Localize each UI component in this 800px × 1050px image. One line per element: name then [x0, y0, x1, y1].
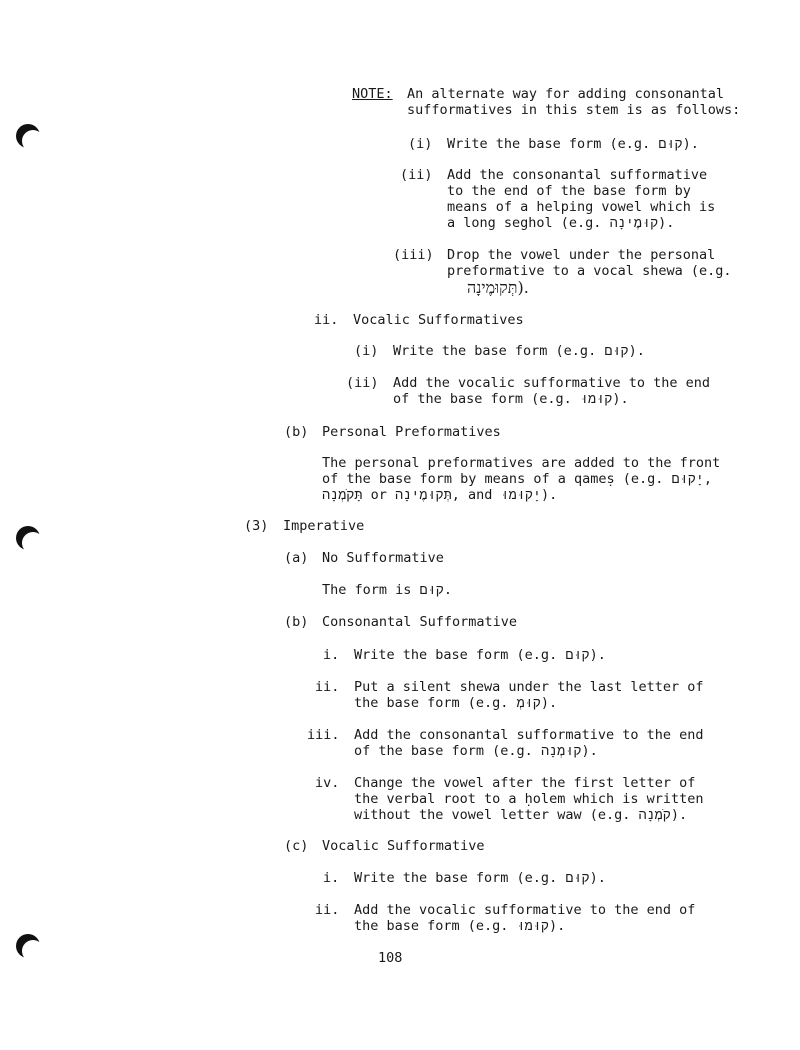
step-text: Add the vocalic sufformative to the end — [393, 375, 710, 391]
subsection-heading: Consonantal Sufformative — [322, 614, 518, 630]
binder-hole-top — [16, 124, 40, 148]
paragraph-line: of the base form by means of a qameṣ (e.g. יָקוּם, — [322, 471, 713, 487]
subsection-heading: No Sufformative — [322, 550, 444, 566]
note-text-line: sufformatives in this stem is as follows: — [407, 102, 741, 118]
step-number: iv. — [315, 775, 340, 791]
note-step-text: Add the consonantal sufformative — [447, 167, 708, 183]
step-text: the base form (e.g. קוּמְ). — [354, 695, 558, 711]
subsection-number: (c) — [284, 838, 309, 854]
note-text-line: An alternate way for adding consonantal — [407, 86, 724, 102]
paragraph-line: The form is קוּם. — [322, 582, 452, 598]
subsection-number: (b) — [284, 614, 309, 630]
step-text: the base form (e.g. קוּמוּ). — [354, 918, 566, 934]
binder-hole-middle — [16, 526, 40, 550]
subsection-heading: Vocalic Sufformative — [322, 838, 485, 854]
note-step-number: (iii) — [393, 247, 434, 263]
note-step-text: Write the base form (e.g. קוּם). — [447, 136, 699, 152]
step-text: Change the vowel after the first letter of — [354, 775, 696, 791]
paragraph-line: תָּקֹמְנָה or תְּקוּמֶינָה, and יָקוּמוּ). — [322, 487, 558, 503]
note-step-text: to the end of the base form by — [447, 183, 691, 199]
step-text: Put a silent shewa under the last letter of — [354, 679, 704, 695]
note-step-text: preformative to a vocal shewa (e.g. — [447, 263, 732, 279]
binder-hole-bottom — [16, 934, 40, 958]
step-text: Add the vocalic sufformative to the end of — [354, 902, 696, 918]
step-text: Write the base form (e.g. קוּם). — [354, 870, 606, 886]
note-step-number: (ii) — [400, 167, 433, 183]
note-step-text: means of a helping vowel which is — [447, 199, 716, 215]
step-number: iii. — [307, 727, 340, 743]
note-label: NOTE: — [352, 86, 393, 102]
step-text: of the base form (e.g. קוּמוּ). — [393, 391, 629, 407]
step-number: (i) — [354, 343, 379, 359]
hebrew-example: תְּקוּמֶינָה). — [467, 278, 529, 297]
step-text: without the vowel letter waw (e.g. קֹמְנָה). — [354, 807, 688, 823]
section-heading: Vocalic Sufformatives — [353, 312, 524, 328]
step-number: ii. — [315, 902, 340, 918]
section-number: ii. — [314, 312, 339, 328]
paragraph-line: The personal preformatives are added to the front — [322, 455, 721, 471]
step-number: ii. — [315, 679, 340, 695]
step-text: Write the base form (e.g. קוּם). — [354, 647, 606, 663]
step-text: Write the base form (e.g. קוּם). — [393, 343, 645, 359]
section-heading: Personal Preformatives — [322, 424, 501, 440]
page-number: 108 — [378, 950, 403, 966]
note-step-text: Drop the vowel under the personal — [447, 247, 716, 263]
section-heading: Imperative — [283, 518, 365, 534]
step-number: i. — [323, 647, 340, 663]
section-number: (b) — [284, 424, 309, 440]
section-number: (3) — [244, 518, 269, 534]
step-number: i. — [323, 870, 340, 886]
step-number: (ii) — [346, 375, 379, 391]
step-text: Add the consonantal sufformative to the end — [354, 727, 704, 743]
note-step-text: a long seghol (e.g. קוּמֶינָה). — [447, 215, 675, 231]
step-text: the verbal root to a ḥolem which is written — [354, 791, 704, 807]
subsection-number: (a) — [284, 550, 309, 566]
step-text: of the base form (e.g. קוּמְנָה). — [354, 743, 598, 759]
note-step-number: (i) — [408, 136, 433, 152]
